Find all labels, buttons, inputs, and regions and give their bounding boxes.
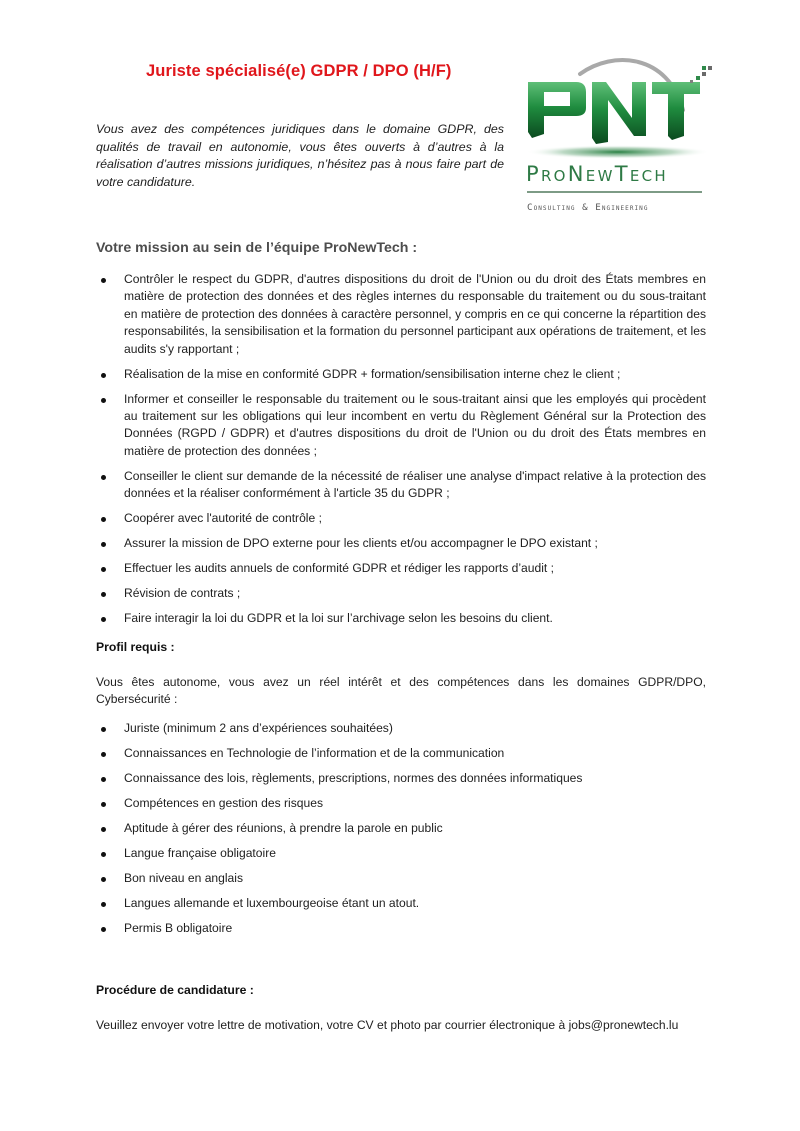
list-item: Informer et conseiller le responsable du traitement ou le sous-traitant ainsi que les employés qui procèdent au traitement sur les obligations qui leur incombent en vertu du Règlement Général sur la Protection des Données (RGPD / GDPR) et d'autres dispositions du droit de l'Union ou du droit des États membres en matière de protection des données ;: [96, 391, 706, 461]
list-item: Juriste (minimum 2 ans d’expériences souhaitées): [96, 720, 706, 737]
list-item: Assurer la mission de DPO externe pour les clients et/ou accompagner le DPO existant ;: [96, 535, 706, 552]
list-item: Effectuer les audits annuels de conformité GDPR et rédiger les rapports d’audit ;: [96, 560, 706, 577]
list-item: Faire interagir la loi du GDPR et la loi sur l’archivage selon les besoins du client.: [96, 610, 706, 627]
bullet-icon: [101, 802, 106, 807]
bullet-icon: [101, 727, 106, 732]
bullet-icon: [101, 542, 106, 547]
bullet-icon: [101, 592, 106, 597]
list-item: Langue française obligatoire: [96, 845, 706, 862]
logo-letter-t: [652, 82, 700, 140]
bullet-icon: [101, 517, 106, 522]
list-item: Conseiller le client sur demande de la nécessité de réaliser une analyse d'impact relative à la protection des données et la réaliser conformément à l'article 35 du GDPR ;: [96, 468, 706, 503]
procedure-text: Veuillez envoyer votre lettre de motivation, votre CV et photo par courrier électronique à jobs@pronewtech.lu: [96, 1018, 679, 1032]
list-item: Langues allemande et luxembourgeoise étant un atout.: [96, 895, 706, 912]
company-name: ProNewTech: [526, 162, 668, 186]
list-item: Coopérer avec l'autorité de contrôle ;: [96, 510, 706, 527]
bullet-icon: [101, 927, 106, 932]
mission-list: [96, 271, 706, 635]
logo-letter-n: [592, 82, 646, 144]
pnt-logo-icon: [518, 52, 718, 160]
list-item: Aptitude à gérer des réunions, à prendre la parole en public: [96, 820, 706, 837]
profile-list: [96, 720, 706, 945]
bullet-icon: [101, 373, 106, 378]
bullet-icon: [101, 567, 106, 572]
company-tagline: Consulting & Engineering: [527, 202, 649, 213]
bullet-icon: [101, 752, 106, 757]
bullet-icon: [101, 777, 106, 782]
list-item: Révision de contrats ;: [96, 585, 706, 602]
bullet-icon: [101, 398, 106, 403]
company-logo: [518, 52, 718, 222]
list-item: Réalisation de la mise en conformité GDPR + formation/sensibilisation interne chez le client ;: [96, 366, 706, 383]
mission-heading: Votre mission au sein de l’équipe ProNewTech :: [96, 240, 418, 256]
job-title: Juriste spécialisé(e) GDPR / DPO (H/F): [146, 62, 452, 80]
bullet-icon: [101, 475, 106, 480]
list-item: Permis B obligatoire: [96, 920, 706, 937]
list-item: Contrôler le respect du GDPR, d'autres dispositions du droit de l'Union ou du droit des États membres en matière de protection des données et des règles internes du responsable du traitement ou du sous-traitant en matière de protection des données à caractère personnel, y compris en ce qui concerne la répartition des responsabilités, la sensibilisation et la formation du personnel participant aux opérations de traitement, et les audits s'y rapportant ;: [96, 271, 706, 358]
intro-paragraph: Vous avez des compétences juridiques dans le domaine GDPR, des qualités de travail en autonomie, vous êtes ouverts à d’autres à la réalisation d’autres missions juridiques, n’hésitez pas à nous faire part de votre candidature.: [96, 122, 504, 189]
logo-divider: [527, 191, 702, 193]
procedure-heading: Procédure de candidature :: [96, 983, 254, 997]
bullet-icon: [101, 617, 106, 622]
bullet-icon: [101, 852, 106, 857]
bullet-icon: [101, 278, 106, 283]
bullet-icon: [101, 902, 106, 907]
profile-heading: Profil requis :: [96, 640, 175, 654]
list-item: Connaissance des lois, règlements, prescriptions, normes des données informatiques: [96, 770, 706, 787]
list-item: Compétences en gestion des risques: [96, 795, 706, 812]
list-item: Connaissances en Technologie de l’information et de la communication: [96, 745, 706, 762]
logo-letter-p: [528, 82, 586, 138]
list-item: Bon niveau en anglais: [96, 870, 706, 887]
profile-intro: Vous êtes autonome, vous avez un réel intérêt et des compétences dans les domaines GDPR/DPO, Cybersécurité :: [96, 675, 706, 707]
bullet-icon: [101, 877, 106, 882]
bullet-icon: [101, 827, 106, 832]
